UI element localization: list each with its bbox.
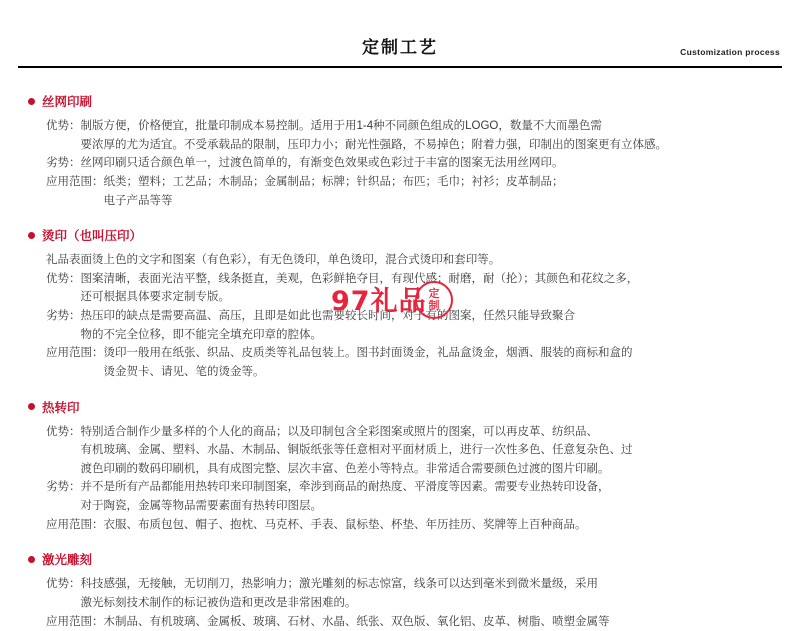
row-label: 优势： bbox=[46, 117, 81, 136]
section-row bbox=[18, 251, 782, 270]
row-line: 电子产品等等 bbox=[104, 192, 783, 211]
bullet-icon bbox=[28, 232, 35, 239]
row-line: 有机玻璃、金属、塑料、水晶、木制品、铜版纸张等任意相对平面材质上，进行一次性多色、任意复杂色、过 bbox=[81, 441, 783, 460]
section-row bbox=[18, 307, 782, 344]
row-line: 烫印一般用在纸张、织品、皮质类等礼品包装上。图书封面烫金，礼品盒烫金，烟酒、服装的商标和盒的 bbox=[104, 344, 783, 363]
bullet-icon bbox=[28, 98, 35, 105]
section-heading-label: 烫印（也叫压印） bbox=[42, 226, 142, 244]
row-line: 对于陶瓷，金属等物品需要素面有热转印图层。 bbox=[81, 497, 783, 516]
row-label: 应用范围： bbox=[46, 344, 104, 363]
section bbox=[18, 398, 782, 535]
bullet-icon bbox=[28, 556, 35, 563]
row-body bbox=[81, 270, 783, 307]
row-body bbox=[81, 154, 783, 173]
section bbox=[18, 226, 782, 381]
sections-container bbox=[18, 92, 782, 631]
section-row bbox=[18, 478, 782, 515]
header-divider bbox=[18, 66, 782, 68]
row-body bbox=[104, 344, 783, 381]
row-line: 纸类；塑料；工艺品；木制品；金属制品；标牌；针织品；布匹；毛巾；衬衫；皮革制品； bbox=[104, 173, 783, 192]
row-label: 优势： bbox=[46, 575, 81, 594]
section-heading-label: 丝网印刷 bbox=[42, 92, 92, 110]
row-line: 丝网印刷只适合颜色单一，过渡色简单的，有渐变色效果或色彩过于丰富的图案无法用丝网印。 bbox=[81, 154, 783, 173]
row-body bbox=[104, 173, 783, 210]
row-line: 衣服、布质包包、帽子、抱枕、马克杯、手表、鼠标垫、杯垫、年历挂历、奖牌等上百种商品。 bbox=[104, 516, 783, 535]
row-line: 木制品、有机玻璃、金属板、玻璃、石材、水晶、纸张、双色版、氧化铝、皮革、树脂、喷塑金属等 bbox=[104, 613, 783, 631]
row-line: 物的不完全位移，即不能完全填充印章的腔体。 bbox=[81, 326, 783, 345]
row-body bbox=[81, 307, 783, 344]
row-label: 优势： bbox=[46, 423, 81, 442]
row-line: 图案清晰，表面光洁平整，线条挺直，美观，色彩鲜艳夺目，有现代感；耐磨，耐（抡）；其颜色和花纹之多， bbox=[81, 270, 783, 289]
page-header bbox=[18, 0, 782, 74]
row-line: 制版方便，价格便宜，批量印制成本易控制。适用于用1-4种不同颜色组成的LOGO，数量不大而墨色需 bbox=[81, 117, 783, 136]
row-line: 科技感强，无接触，无切削刀，热影响力；激光雕刻的标志惊富，线条可以达到毫米到微米量级，采用 bbox=[81, 575, 783, 594]
page-title: 定制工艺 bbox=[18, 0, 782, 58]
row-line: 礼品表面烫上色的文字和图案（有色彩），有无色烫印，单色烫印，混合式烫印和套印等。 bbox=[46, 251, 782, 270]
section-heading bbox=[18, 226, 782, 244]
watermark-stamp-line2: 制 bbox=[417, 301, 451, 313]
row-body bbox=[104, 613, 783, 631]
section bbox=[18, 92, 782, 210]
row-label: 应用范围： bbox=[46, 613, 104, 631]
section-heading bbox=[18, 550, 782, 568]
row-line: 还可根据具体要求定制专版。 bbox=[81, 288, 783, 307]
row-body bbox=[81, 478, 783, 515]
section-heading bbox=[18, 398, 782, 416]
section-heading bbox=[18, 92, 782, 110]
section-row bbox=[18, 613, 782, 631]
section-row bbox=[18, 270, 782, 307]
row-line: 要浓厚的尤为适宜。不受承载品的限制，压印力小；耐光性强路，不易掉色；附着力强，印制出的图案更有立体感。 bbox=[81, 136, 783, 155]
row-line: 并不是所有产品都能用热转印来印制图案，牵涉到商品的耐热度、平滑度等因素。需要专业热转印设备， bbox=[81, 478, 783, 497]
row-body bbox=[46, 251, 782, 270]
section-row bbox=[18, 173, 782, 210]
section-heading-label: 激光雕刻 bbox=[42, 550, 92, 568]
row-label: 应用范围： bbox=[46, 516, 104, 535]
section-row bbox=[18, 344, 782, 381]
bullet-icon bbox=[28, 403, 35, 410]
row-line: 烫金贺卡、请见、笔的烫金等。 bbox=[104, 363, 783, 382]
row-line: 特别适合制作少量多样的个人化的商品；以及印制包含全彩图案或照片的图案，可以再皮革、纺织品、 bbox=[81, 423, 783, 442]
row-body bbox=[81, 575, 783, 612]
row-line: 激光标刻技术制作的标记被伪造和更改是非常困难的。 bbox=[81, 594, 783, 613]
section bbox=[18, 550, 782, 631]
row-line: 热压印的缺点是需要高温、高压，且即是如此也需要较长时间，对于有的图案，任然只能导致聚合 bbox=[81, 307, 783, 326]
watermark-text: 97礼品 bbox=[331, 279, 427, 318]
section-row bbox=[18, 117, 782, 154]
row-label: 劣势： bbox=[46, 154, 81, 173]
page-subtitle: Customization process bbox=[680, 47, 780, 57]
row-label: 劣势： bbox=[46, 307, 81, 326]
row-body bbox=[81, 117, 783, 154]
section-row bbox=[18, 516, 782, 535]
section-row bbox=[18, 575, 782, 612]
row-body bbox=[104, 516, 783, 535]
row-line: 渡色印刷的数码印刷机，具有成图完整、层次丰富、色差小等特点。非常适合需要颜色过渡的图片印刷。 bbox=[81, 460, 783, 479]
section-row bbox=[18, 423, 782, 479]
section-heading-label: 热转印 bbox=[42, 398, 80, 416]
row-label: 优势： bbox=[46, 270, 81, 289]
row-label: 劣势： bbox=[46, 478, 81, 497]
watermark-stamp-line1: 定 bbox=[417, 289, 451, 301]
row-body bbox=[81, 423, 783, 479]
section-row bbox=[18, 154, 782, 173]
row-label: 应用范围： bbox=[46, 173, 104, 192]
